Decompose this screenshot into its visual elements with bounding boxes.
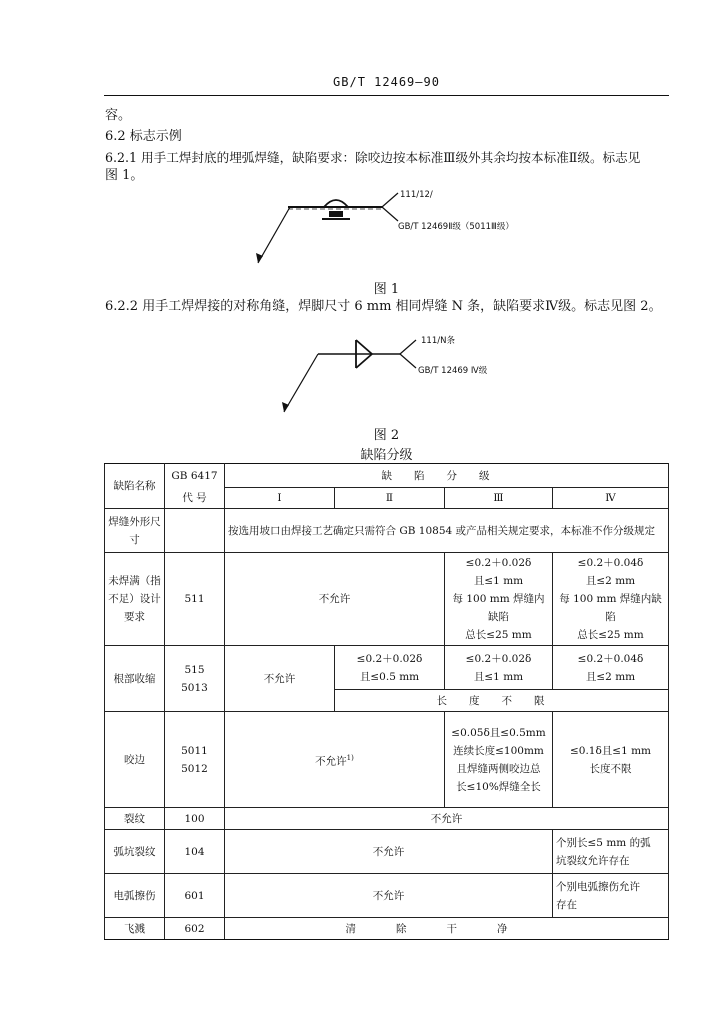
row-spatter-code: 602 (165, 918, 225, 940)
row-underfill-not-allowed: 不允许 (225, 553, 445, 646)
row-root-g2-l1: ≤0.2＋0.02δ (356, 652, 423, 665)
row-underfill-g3-l4: 总长≤25 mm (465, 629, 532, 641)
row-root-g4-l2: 且≤2 mm (585, 670, 636, 683)
row-crack-code: 100 (165, 808, 225, 830)
section-6-2-2-text: 6.2.2 用手工焊焊接的对称角缝，焊脚尺寸 6 mm 相同焊缝 N 条，缺陷要求Ⅳ级。标志见图 2。 (105, 299, 662, 314)
section-6-2-1-line2: 图 1。 (105, 168, 144, 183)
table-title: 缺陷分级 (360, 448, 413, 463)
row-arc-strike-not-allowed: 不允许 (225, 874, 553, 918)
header-grade: 缺陷分级 (225, 464, 669, 488)
row-underfill-g4-l3: 每 100 mm 焊缝内缺陷 (559, 593, 662, 623)
header-rule (104, 95, 669, 96)
header-code-line1: GB 6417 (165, 464, 225, 488)
row-arc-strike-grade-4 (553, 874, 669, 918)
row-crack-not-allowed: 不允许 (225, 808, 669, 830)
row-underfill-g4-l4: 总长≤25 mm (577, 629, 644, 641)
figure-1-caption: 图 1 (373, 282, 400, 297)
row-arc-strike-name: 电弧擦伤 (105, 874, 165, 918)
row-underfill-code: 511 (165, 553, 225, 646)
row-undercut-not-text: 不允许 (315, 755, 347, 768)
figure-1-label-top: 111/12/ (400, 190, 433, 200)
row-crater-g4-l1: 个别长≤5 mm 的弧 (556, 836, 651, 849)
row-root-code-1: 515 (184, 663, 205, 676)
row-undercut-grade-4 (553, 712, 669, 808)
row-crater-grade-4 (553, 830, 669, 874)
row-undercut-name: 咬边 (105, 712, 165, 808)
row-root-not-allowed: 不允许 (225, 646, 335, 712)
row-shape-code (165, 509, 225, 553)
row-underfill-grade-3 (445, 553, 553, 646)
grade-4: Ⅳ (553, 488, 669, 509)
header-defect-name: 缺陷名称 (105, 464, 165, 509)
row-undercut-not-allowed (225, 712, 445, 808)
row-shape-name: 焊缝外形尺寸 (105, 509, 165, 553)
row-crater-name: 弧坑裂纹 (105, 830, 165, 874)
row-root-grade-3 (445, 646, 553, 690)
footnote-mark: 1) (346, 753, 354, 762)
row-undercut-g3-l4: 长≤10%焊缝全长 (456, 780, 541, 793)
row-spatter-name: 飞溅 (105, 918, 165, 940)
row-underfill-g3-l3: 每 100 mm 焊缝内缺陷 (452, 593, 545, 623)
continuation-text: 容。 (105, 108, 132, 123)
grade-3: Ⅲ (445, 488, 553, 509)
row-undercut-g3-l3: 且焊缝两侧咬边总 (456, 762, 541, 775)
row-arc-strike-g4-l2: 存在 (556, 898, 577, 911)
page-header: GB/T 12469—90 (333, 75, 440, 89)
row-undercut-g4-l2: 长度不限 (589, 762, 632, 775)
figure-2-caption: 图 2 (373, 428, 400, 443)
row-root-grade-4 (553, 646, 669, 690)
row-crater-not-allowed: 不允许 (225, 830, 553, 874)
row-undercut-code (165, 712, 225, 808)
row-underfill-g3-l2: 且≤1 mm (473, 575, 524, 587)
row-underfill-name: 未焊满（指不足）设计要求 (105, 553, 165, 646)
row-root-g2-l2: 且≤0.5 mm (359, 670, 420, 683)
row-arc-strike-code: 601 (165, 874, 225, 918)
row-root-g3-l2: 且≤1 mm (473, 670, 524, 683)
figure-1-label-bottom: GB/T 12469Ⅱ级（5011Ⅲ级） (398, 222, 514, 232)
row-underfill-grade-4 (553, 553, 669, 646)
figure-2-label-bottom: GB/T 12469 Ⅳ级 (418, 366, 488, 376)
row-undercut-code-1: 5011 (181, 744, 208, 757)
row-root-code (165, 646, 225, 712)
row-underfill-g3-l1: ≤0.2＋0.02δ (465, 557, 532, 569)
row-undercut-g4-l1: ≤0.1δ且≤1 mm (569, 744, 652, 757)
figure-2-label-top: 111/N条 (421, 336, 455, 346)
row-crater-g4-l2: 坑裂纹允许存在 (556, 854, 630, 867)
row-undercut-g3-l1: ≤0.05δ且≤0.5mm (451, 726, 546, 739)
grade-2: Ⅱ (335, 488, 445, 509)
section-6-2-heading: 6.2 标志示例 (105, 129, 182, 144)
row-underfill-g4-l2: 且≤2 mm (585, 575, 636, 587)
row-root-g4-l1: ≤0.2＋0.04δ (577, 652, 644, 665)
row-root-name: 根部收缩 (105, 646, 165, 712)
row-shape-text: 按选用坡口由焊接工艺确定只需符合 GB 10854 或产品相关规定要求，本标准不作分级规定 (225, 509, 669, 553)
row-crater-code: 104 (165, 830, 225, 874)
row-underfill-g4-l1: ≤0.2＋0.04δ (577, 557, 644, 569)
row-root-code-2: 5013 (181, 681, 208, 694)
row-root-length: 长度不限 (335, 690, 669, 712)
section-6-2-1-line1: 6.2.1 用手工焊封底的埋弧焊缝，缺陷要求：除咬边按本标准Ⅲ级外其余均按本标准Ⅱ级。标志见 (105, 150, 641, 165)
row-undercut-g3-l2: 连续长度≤100mm (453, 744, 544, 757)
row-spatter-text: 清除干净 (225, 918, 669, 940)
defect-grade-table (104, 463, 669, 940)
grade-1: Ⅰ (225, 488, 335, 509)
row-root-grade-2 (335, 646, 445, 690)
row-root-g3-l1: ≤0.2＋0.02δ (465, 652, 532, 665)
row-crack-name: 裂纹 (105, 808, 165, 830)
header-code-line2: 代 号 (165, 488, 225, 509)
row-undercut-grade-3 (445, 712, 553, 808)
row-undercut-code-2: 5012 (181, 762, 208, 775)
row-arc-strike-g4-l1: 个别电弧擦伤允许 (556, 880, 640, 893)
